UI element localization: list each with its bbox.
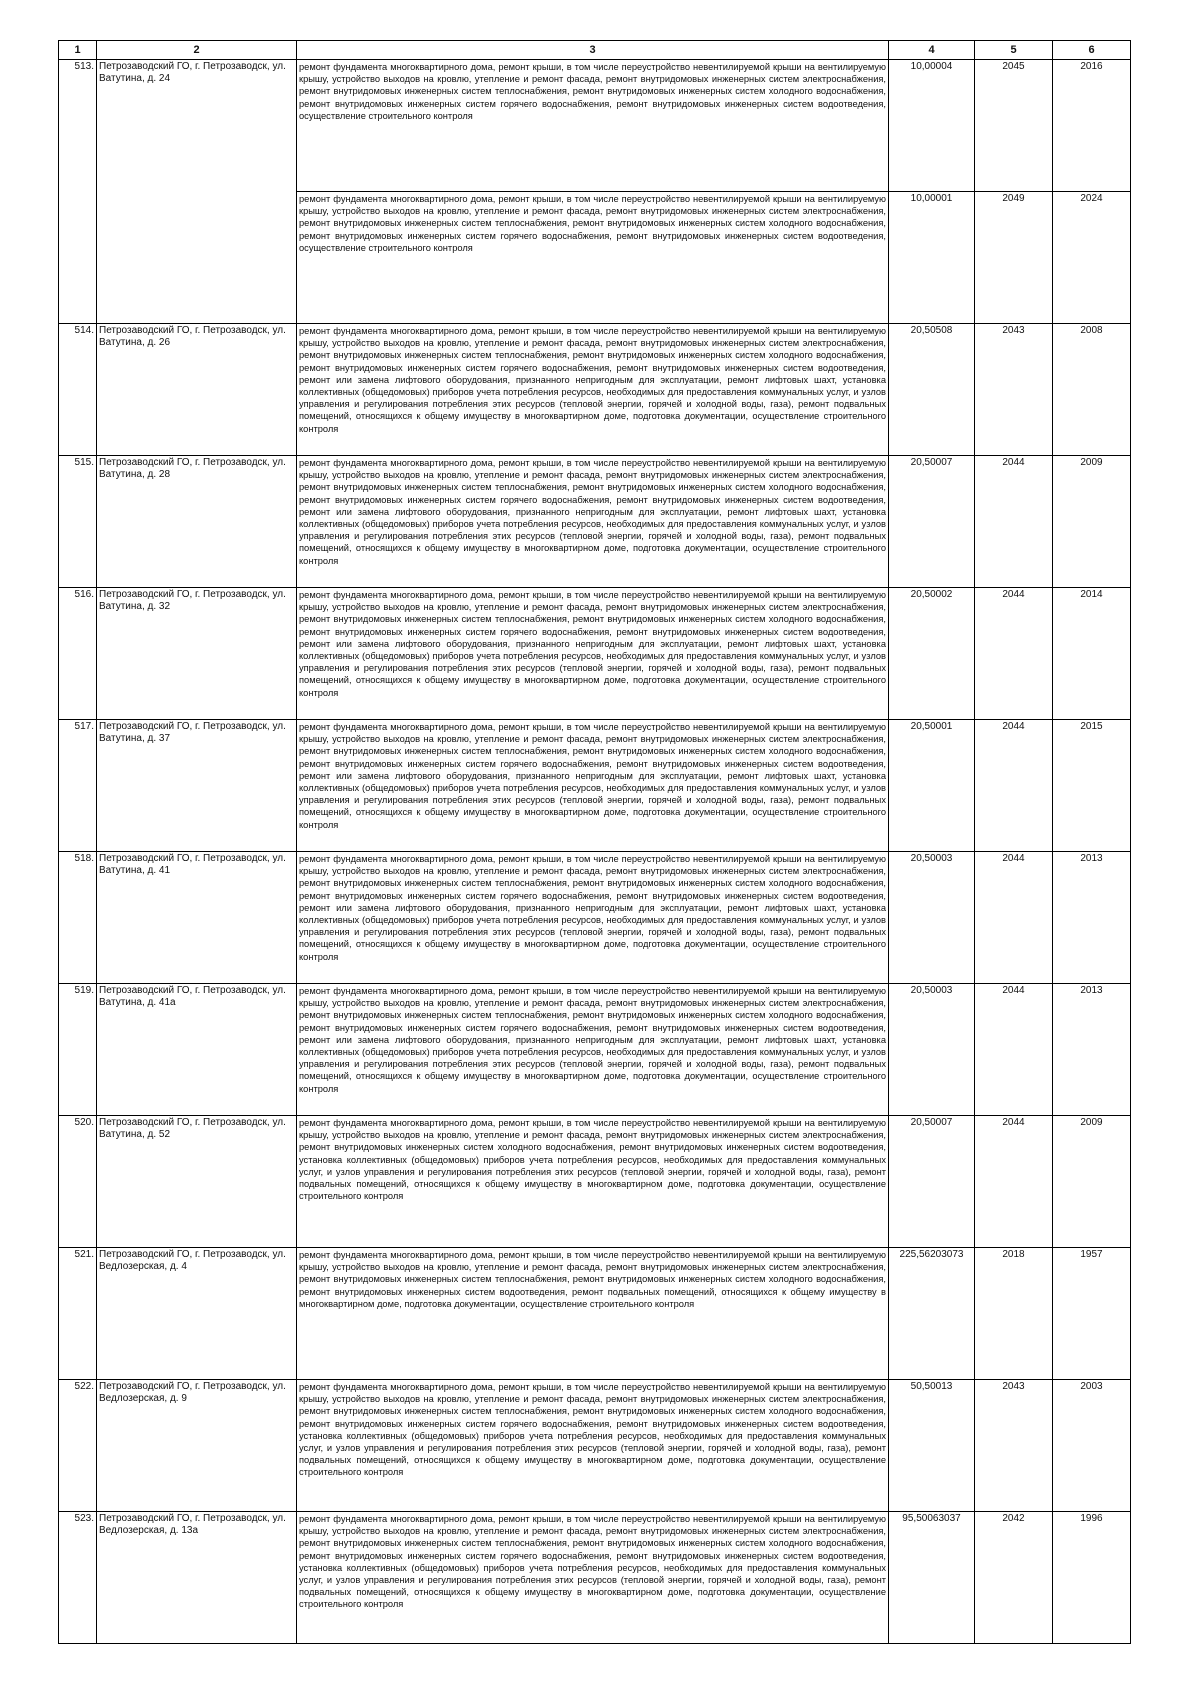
works-cell: ремонт фундамента многоквартирного дома, ремонт крыши, в том числе переустройство невентилируемой крыши на вентилируемую крышу, устройство выходов на кровлю, утепление и ремонт фасада, ремонт внутридомовых инженерных систем электроснабжения, ремонт внутридомовых инженерных систем теплоснабжения, ремонт внутридомовых инженерных систем холодного водоснабжения, ремонт внутридомовых инженерных систем горячего водоснабжения, ремонт внутридомовых инженерных систем водоотведения, ремонт или замена лифтового оборудования, признанного непригодным для эксплуатации, ремонт лифтовых шахт, установка коллективных (общедомовых) приборов учета потребления ресурсов, необходимых для предоставления коммунальных услуг, и узлов управления и регулирования потребления этих ресурсов (тепловой энергии, горячей и холодной воды, газа), ремонт подвальных помещений, относящихся к общему имуществу в многоквартирном доме, подготовка документации, осуществление строительного контроля <box>297 324 889 456</box>
table-row <box>59 324 1131 456</box>
address-cell: Петрозаводский ГО, г. Петрозаводск, ул. Ведлозерская, д. 4 <box>97 1248 297 1380</box>
value-cell: 50,50013 <box>889 1380 975 1512</box>
works-cell: ремонт фундамента многоквартирного дома, ремонт крыши, в том числе переустройство невентилируемой крыши на вентилируемую крышу, устройство выходов на кровлю, утепление и ремонт фасада, ремонт внутридомовых инженерных систем электроснабжения, ремонт внутридомовых инженерных систем теплоснабжения, ремонт внутридомовых инженерных систем холодного водоснабжения, ремонт внутридомовых инженерных систем горячего водоснабжения, ремонт внутридомовых инженерных систем водоотведения, ремонт или замена лифтового оборудования, признанного непригодным для эксплуатации, ремонт лифтовых шахт, установка коллективных (общедомовых) приборов учета потребления ресурсов, необходимых для предоставления коммунальных услуг, и узлов управления и регулирования потребления этих ресурсов (тепловой энергии, горячей и холодной воды, газа), ремонт подвальных помещений, относящихся к общему имуществу в многоквартирном доме, подготовка документации, осуществление строительного контроля <box>297 852 889 984</box>
value-cell: 10,00001 <box>889 192 975 324</box>
address-cell: Петрозаводский ГО, г. Петрозаводск, ул. Ватутина, д. 32 <box>97 588 297 720</box>
year-cell: 2014 <box>1053 588 1131 720</box>
year-cell: 2009 <box>1053 1116 1131 1248</box>
address-cell: Петрозаводский ГО, г. Петрозаводск, ул. Ватутина, д. 26 <box>97 324 297 456</box>
address-cell: Петрозаводский ГО, г. Петрозаводск, ул. Ватутина, д. 41а <box>97 984 297 1116</box>
year-cell: 2043 <box>975 1380 1053 1512</box>
table-row <box>59 720 1131 852</box>
header-row <box>59 41 1131 60</box>
value-cell: 225,56203073 <box>889 1248 975 1380</box>
row-number: 517. <box>59 720 97 852</box>
year-cell: 2045 <box>975 60 1053 192</box>
row-number: 523. <box>59 1512 97 1644</box>
table-row <box>59 456 1131 588</box>
value-cell: 20,50003 <box>889 984 975 1116</box>
table-row <box>59 984 1131 1116</box>
year-cell: 2013 <box>1053 984 1131 1116</box>
value-cell: 20,50007 <box>889 1116 975 1248</box>
header-col-1: 1 <box>59 41 97 60</box>
value-cell: 20,50002 <box>889 588 975 720</box>
year-cell: 2043 <box>975 324 1053 456</box>
year-cell: 2042 <box>975 1512 1053 1644</box>
year-cell: 2044 <box>975 852 1053 984</box>
address-cell: Петрозаводский ГО, г. Петрозаводск, ул. Ватутина, д. 28 <box>97 456 297 588</box>
year-cell: 2003 <box>1053 1380 1131 1512</box>
row-number: 522. <box>59 1380 97 1512</box>
year-cell: 2044 <box>975 984 1053 1116</box>
row-number: 516. <box>59 588 97 720</box>
year-cell: 2049 <box>975 192 1053 324</box>
year-cell: 2024 <box>1053 192 1131 324</box>
header-col-4: 4 <box>889 41 975 60</box>
table-row <box>59 852 1131 984</box>
year-cell: 1957 <box>1053 1248 1131 1380</box>
year-cell: 2008 <box>1053 324 1131 456</box>
header-col-5: 5 <box>975 41 1053 60</box>
address-cell: Петрозаводский ГО, г. Петрозаводск, ул. Ватутина, д. 37 <box>97 720 297 852</box>
address-cell: Петрозаводский ГО, г. Петрозаводск, ул. Ватутина, д. 52 <box>97 1116 297 1248</box>
row-number: 515. <box>59 456 97 588</box>
works-cell: ремонт фундамента многоквартирного дома, ремонт крыши, в том числе переустройство невентилируемой крыши на вентилируемую крышу, устройство выходов на кровлю, утепление и ремонт фасада, ремонт внутридомовых инженерных систем электроснабжения, ремонт внутридомовых инженерных систем теплоснабжения, ремонт внутридомовых инженерных систем холодного водоснабжения, ремонт внутридомовых инженерных систем горячего водоснабжения, ремонт внутридомовых инженерных систем водоотведения, ремонт или замена лифтового оборудования, признанного непригодным для эксплуатации, ремонт лифтовых шахт, установка коллективных (общедомовых) приборов учета потребления ресурсов, необходимых для предоставления коммунальных услуг, и узлов управления и регулирования потребления этих ресурсов (тепловой энергии, горячей и холодной воды, газа), ремонт подвальных помещений, относящихся к общему имуществу в многоквартирном доме, подготовка документации, осуществление строительного контроля <box>297 984 889 1116</box>
works-cell: ремонт фундамента многоквартирного дома, ремонт крыши, в том числе переустройство невентилируемой крыши на вентилируемую крышу, устройство выходов на кровлю, утепление и ремонт фасада, ремонт внутридомовых инженерных систем электроснабжения, ремонт внутридомовых инженерных систем теплоснабжения, ремонт внутридомовых инженерных систем холодного водоснабжения, ремонт внутридомовых инженерных систем горячего водоснабжения, ремонт внутридомовых инженерных систем водоотведения, ремонт или замена лифтового оборудования, признанного непригодным для эксплуатации, ремонт лифтовых шахт, установка коллективных (общедомовых) приборов учета потребления ресурсов, необходимых для предоставления коммунальных услуг, и узлов управления и регулирования потребления этих ресурсов (тепловой энергии, горячей и холодной воды, газа), ремонт подвальных помещений, относящихся к общему имуществу в многоквартирном доме, подготовка документации, осуществление строительного контроля <box>297 720 889 852</box>
year-cell: 2044 <box>975 720 1053 852</box>
year-cell: 2015 <box>1053 720 1131 852</box>
year-cell: 2009 <box>1053 456 1131 588</box>
row-number: 514. <box>59 324 97 456</box>
value-cell: 20,50007 <box>889 456 975 588</box>
year-cell: 2044 <box>975 456 1053 588</box>
year-cell: 2018 <box>975 1248 1053 1380</box>
address-cell: Петрозаводский ГО, г. Петрозаводск, ул. Ведлозерская, д. 9 <box>97 1380 297 1512</box>
table-row <box>59 60 1131 192</box>
value-cell: 10,00004 <box>889 60 975 192</box>
year-cell: 2013 <box>1053 852 1131 984</box>
row-number: 520. <box>59 1116 97 1248</box>
header-col-6: 6 <box>1053 41 1131 60</box>
address-cell: Петрозаводский ГО, г. Петрозаводск, ул. Ведлозерская, д. 13а <box>97 1512 297 1644</box>
address-cell: Петрозаводский ГО, г. Петрозаводск, ул. Ватутина, д. 41 <box>97 852 297 984</box>
table-row <box>59 1512 1131 1644</box>
year-cell: 1996 <box>1053 1512 1131 1644</box>
year-cell: 2044 <box>975 588 1053 720</box>
table-row <box>59 1380 1131 1512</box>
works-cell: ремонт фундамента многоквартирного дома, ремонт крыши, в том числе переустройство невентилируемой крыши на вентилируемую крышу, устройство выходов на кровлю, утепление и ремонт фасада, ремонт внутридомовых инженерных систем электроснабжения, ремонт внутридомовых инженерных систем холодного водоснабжения, ремонт внутридомовых инженерных систем водоотведения, установка коллективных (общедомовых) приборов учета потребления ресурсов, необходимых для предоставления коммунальных услуг, и узлов управления и регулирования потребления этих ресурсов (тепловой энергии, горячей и холодной воды, газа), ремонт подвальных помещений, относящихся к общему имуществу в многоквартирном доме, подготовка документации, осуществление строительного контроля <box>297 1116 889 1248</box>
row-number: 521. <box>59 1248 97 1380</box>
row-number: 519. <box>59 984 97 1116</box>
value-cell: 20,50001 <box>889 720 975 852</box>
year-cell: 2016 <box>1053 60 1131 192</box>
table-row <box>59 1248 1131 1380</box>
row-number: 513. <box>59 60 97 324</box>
works-cell: ремонт фундамента многоквартирного дома, ремонт крыши, в том числе переустройство невентилируемой крыши на вентилируемую крышу, устройство выходов на кровлю, утепление и ремонт фасада, ремонт внутридомовых инженерных систем электроснабжения, ремонт внутридомовых инженерных систем теплоснабжения, ремонт внутридомовых инженерных систем холодного водоснабжения, ремонт внутридомовых инженерных систем горячего водоснабжения, ремонт внутридомовых инженерных систем водоотведения, ремонт или замена лифтового оборудования, признанного непригодным для эксплуатации, ремонт лифтовых шахт, установка коллективных (общедомовых) приборов учета потребления ресурсов, необходимых для предоставления коммунальных услуг, и узлов управления и регулирования потребления этих ресурсов (тепловой энергии, горячей и холодной воды, газа), ремонт подвальных помещений, относящихся к общему имуществу в многоквартирном доме, подготовка документации, осуществление строительного контроля <box>297 588 889 720</box>
year-cell: 2044 <box>975 1116 1053 1248</box>
works-cell: ремонт фундамента многоквартирного дома, ремонт крыши, в том числе переустройство невентилируемой крыши на вентилируемую крышу, устройство выходов на кровлю, утепление и ремонт фасада, ремонт внутридомовых инженерных систем электроснабжения, ремонт внутридомовых инженерных систем теплоснабжения, ремонт внутридомовых инженерных систем холодного водоснабжения, ремонт внутридомовых инженерных систем горячего водоснабжения, ремонт внутридомовых инженерных систем водоотведения, осуществление строительного контроля <box>297 192 889 324</box>
table-row <box>59 1116 1131 1248</box>
table-row <box>59 588 1131 720</box>
works-cell: ремонт фундамента многоквартирного дома, ремонт крыши, в том числе переустройство невентилируемой крыши на вентилируемую крышу, устройство выходов на кровлю, утепление и ремонт фасада, ремонт внутридомовых инженерных систем электроснабжения, ремонт внутридомовых инженерных систем теплоснабжения, ремонт внутридомовых инженерных систем холодного водоснабжения, ремонт внутридомовых инженерных систем горячего водоснабжения, ремонт внутридомовых инженерных систем водоотведения, установка коллективных (общедомовых) приборов учета потребления ресурсов, необходимых для предоставления коммунальных услуг, и узлов управления и регулирования потребления этих ресурсов (тепловой энергии, горячей и холодной воды, газа), ремонт подвальных помещений, относящихся к общему имуществу в многоквартирном доме, подготовка документации, осуществление строительного контроля <box>297 1512 889 1644</box>
value-cell: 95,50063037 <box>889 1512 975 1644</box>
capital-repair-table <box>58 40 1131 1644</box>
header-col-2: 2 <box>97 41 297 60</box>
works-cell: ремонт фундамента многоквартирного дома, ремонт крыши, в том числе переустройство невентилируемой крыши на вентилируемую крышу, устройство выходов на кровлю, утепление и ремонт фасада, ремонт внутридомовых инженерных систем электроснабжения, ремонт внутридомовых инженерных систем теплоснабжения, ремонт внутридомовых инженерных систем холодного водоснабжения, ремонт внутридомовых инженерных систем водоотведения, ремонт подвальных помещений, относящихся к общему имуществу в многоквартирном доме, подготовка документации, осуществление строительного контроля <box>297 1248 889 1380</box>
value-cell: 20,50508 <box>889 324 975 456</box>
works-cell: ремонт фундамента многоквартирного дома, ремонт крыши, в том числе переустройство невентилируемой крыши на вентилируемую крышу, устройство выходов на кровлю, утепление и ремонт фасада, ремонт внутридомовых инженерных систем электроснабжения, ремонт внутридомовых инженерных систем теплоснабжения, ремонт внутридомовых инженерных систем холодного водоснабжения, ремонт внутридомовых инженерных систем горячего водоснабжения, ремонт внутридомовых инженерных систем водоотведения, установка коллективных (общедомовых) приборов учета потребления ресурсов, необходимых для предоставления коммунальных услуг, и узлов управления и регулирования потребления этих ресурсов (тепловой энергии, горячей и холодной воды, газа), ремонт подвальных помещений, относящихся к общему имуществу в многоквартирном доме, подготовка документации, осуществление строительного контроля <box>297 1380 889 1512</box>
row-number: 518. <box>59 852 97 984</box>
works-cell: ремонт фундамента многоквартирного дома, ремонт крыши, в том числе переустройство невентилируемой крыши на вентилируемую крышу, устройство выходов на кровлю, утепление и ремонт фасада, ремонт внутридомовых инженерных систем электроснабжения, ремонт внутридомовых инженерных систем теплоснабжения, ремонт внутридомовых инженерных систем холодного водоснабжения, ремонт внутридомовых инженерных систем горячего водоснабжения, ремонт внутридомовых инженерных систем водоотведения, ремонт или замена лифтового оборудования, признанного непригодным для эксплуатации, ремонт лифтовых шахт, установка коллективных (общедомовых) приборов учета потребления ресурсов, необходимых для предоставления коммунальных услуг, и узлов управления и регулирования потребления этих ресурсов (тепловой энергии, горячей и холодной воды, газа), ремонт подвальных помещений, относящихся к общему имуществу в многоквартирном доме, подготовка документации, осуществление строительного контроля <box>297 456 889 588</box>
works-cell: ремонт фундамента многоквартирного дома, ремонт крыши, в том числе переустройство невентилируемой крыши на вентилируемую крышу, устройство выходов на кровлю, утепление и ремонт фасада, ремонт внутридомовых инженерных систем электроснабжения, ремонт внутридомовых инженерных систем теплоснабжения, ремонт внутридомовых инженерных систем холодного водоснабжения, ремонт внутридомовых инженерных систем горячего водоснабжения, ремонт внутридомовых инженерных систем водоотведения, осуществление строительного контроля <box>297 60 889 192</box>
header-col-3: 3 <box>297 41 889 60</box>
value-cell: 20,50003 <box>889 852 975 984</box>
address-cell: Петрозаводский ГО, г. Петрозаводск, ул. Ватутина, д. 24 <box>97 60 297 324</box>
